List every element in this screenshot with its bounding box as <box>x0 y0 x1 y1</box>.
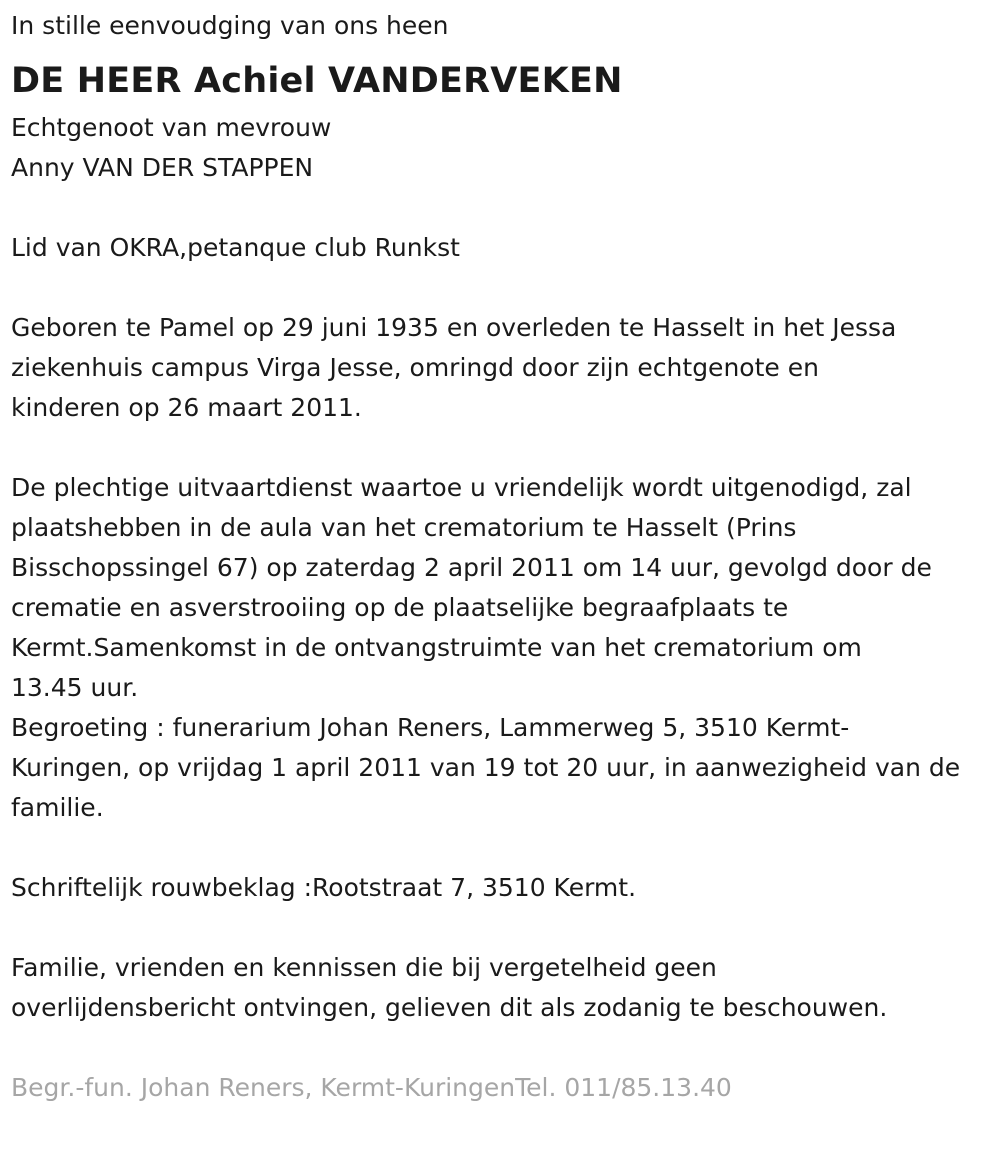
paragraph-line: familie. <box>11 793 104 822</box>
membership-text: Lid van OKRA,petanque club Runkst <box>11 233 460 262</box>
spacer <box>11 188 996 228</box>
paragraph-line: Geboren te Pamel op 29 juni 1935 en overleden te Hasselt in het Jessa <box>11 313 897 342</box>
paragraph-line: Kuringen, op vrijdag 1 april 2011 van 19 tot 20 uur, in aanwezigheid van de <box>11 753 961 782</box>
paragraph-line: Kermt.Samenkomst in de ontvangstruimte van het crematorium om <box>11 633 862 662</box>
paragraph-line: Begroeting : funerarium Johan Reners, Lammerweg 5, 3510 Kermt- <box>11 713 850 742</box>
deceased-name: DE HEER Achiel VANDERVEKEN <box>11 61 623 101</box>
spacer <box>11 828 996 868</box>
paragraph-line: overlijdensbericht ontvingen, gelieven dit als zodanig te beschouwen. <box>11 993 888 1022</box>
intro-text: In stille eenvoudging van ons heen <box>11 11 449 40</box>
spacer <box>11 428 996 468</box>
condolence-address: Schriftelijk rouwbeklag :Rootstraat 7, 3510 Kermt. <box>11 873 637 902</box>
birth-death-paragraph <box>11 308 996 428</box>
paragraph-line: plaatshebben in de aula van het crematorium te Hasselt (Prins <box>11 513 797 542</box>
spouse-line-2: Anny VAN DER STAPPEN <box>11 153 314 182</box>
obituary-notice <box>11 6 996 1108</box>
spouse-line-1: Echtgenoot van mevrouw <box>11 113 332 142</box>
paragraph-line: Familie, vrienden en kennissen die bij vergetelheid geen <box>11 953 717 982</box>
paragraph-line: Bisschopssingel 67) op zaterdag 2 april 2011 om 14 uur, gevolgd door de <box>11 553 932 582</box>
spacer <box>11 268 996 308</box>
paragraph-line: crematie en asverstrooiing op de plaatselijke begraafplaats te <box>11 593 789 622</box>
funeral-paragraph <box>11 468 996 828</box>
paragraph-line: ziekenhuis campus Virga Jesse, omringd door zijn echtgenote en <box>11 353 819 382</box>
paragraph-line: De plechtige uitvaartdienst waartoe u vriendelijk wordt uitgenodigd, zal <box>11 473 912 502</box>
spacer <box>11 908 996 948</box>
funeral-home-footer: Begr.-fun. Johan Reners, Kermt-KuringenTel. 011/85.13.40 <box>11 1073 732 1102</box>
paragraph-line: 13.45 uur. <box>11 673 139 702</box>
notice-paragraph <box>11 948 996 1028</box>
paragraph-line: kinderen op 26 maart 2011. <box>11 393 362 422</box>
